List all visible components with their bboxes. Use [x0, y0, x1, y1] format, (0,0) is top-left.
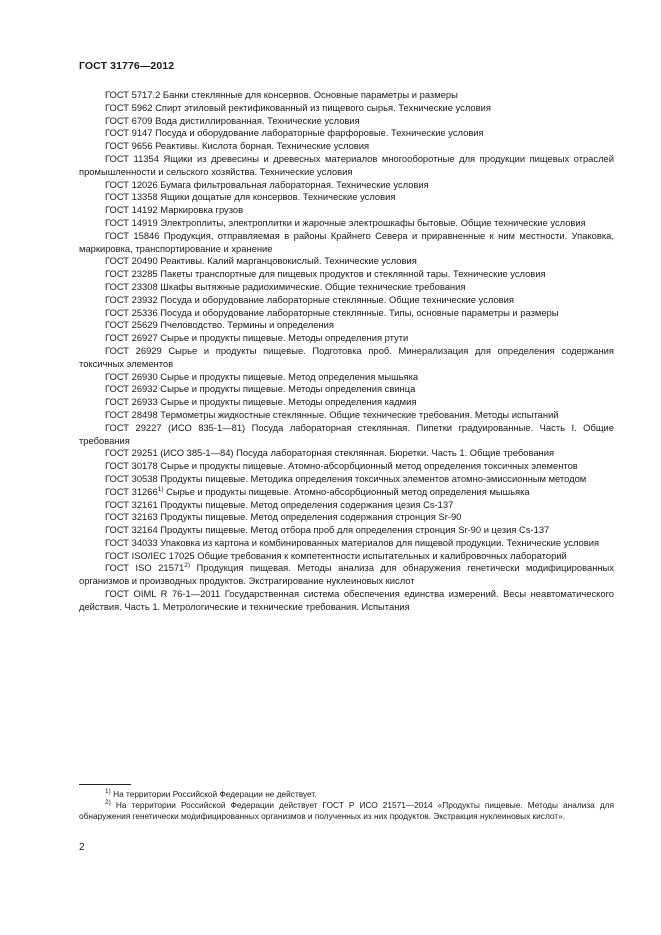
reference-item: ГОСТ 28498 Термометры жидкостные стеклянные. Общие технические требования. Методы испытаний [105, 408, 559, 420]
reference-item: ГОСТ 25336 Посуда и оборудование лабораторные стеклянные. Типы, основные параметры и размеры [105, 306, 559, 318]
footnote-text: На территории Российской Федерации действует ГОСТ Р ИСО 21571—2014 «Продукты пищевые. Методы анализа для обнаружения генетически модифицированных организмов и полученных из них продуктов. Экстракция нуклеиновых кислот». [79, 800, 614, 822]
reference-item: ГОСТ 5962 Спирт этиловый ректификованный из пищевого сырья. Технические условия [105, 101, 491, 113]
footnote-text: На территории Российской Федерации не действует. [110, 789, 317, 799]
footnote-marker: 1) [105, 788, 111, 796]
page-header: ГОСТ 31776—2012 [79, 60, 175, 72]
page-number: 2 [79, 842, 85, 853]
reference-item: ГОСТ 20490 Реактивы. Калий марганцовокислый. Технические условия [105, 255, 417, 267]
reference-item: ГОСТ 26933 Сырье и продукты пищевые. Методы определения кадмия [105, 396, 417, 408]
reference-title: Сырье и продукты пищевые. Атомно-абсорбционный метод определения мышьяка [163, 485, 530, 497]
reference-item: ГОСТ 23932 Посуда и оборудование лабораторные стеклянные. Общие технические условия [105, 293, 514, 305]
reference-item: ГОСТ 9147 Посуда и оборудование лабораторные фарфоровые. Технические условия [105, 127, 484, 139]
footnotes [79, 789, 614, 823]
reference-item: ГОСТ 29251 (ИСО 385-1—84) Посуда лабораторная стеклянная. Бюретки. Часть 1. Общие требования [105, 447, 555, 459]
reference-item: ГОСТ 26930 Сырье и продукты пищевые. Метод определения мышьяка [105, 370, 419, 382]
reference-item: ГОСТ OIML R 76-1—2011 Государственная система обеспечения единства измерений. Весы неавтоматического действия. Часть 1. Метрологические и технические требования. Испытания [79, 588, 614, 612]
reference-item: ГОСТ ISO/IEC 17025 Общие требования к компетентности испытательных и калибровочных лабораторий [105, 549, 567, 561]
reference-item-31266 [79, 486, 614, 499]
reference-item: ГОСТ 13358 Ящики дощатые для консервов. Технические условия [105, 191, 396, 203]
reference-item: ГОСТ 26927 Сырье и продукты пищевые. Методы определения ртути [105, 332, 409, 344]
normative-references [79, 89, 614, 614]
footnote-2 [79, 800, 614, 822]
reference-item: ГОСТ 23285 Пакеты транспортные для пищевых продуктов и стеклянной тары. Технические условия [105, 268, 546, 280]
reference-item: ГОСТ 29227 (ИСО 835-1—81) Посуда лабораторная стеклянная. Пипетки градуированные. Часть I. Общие требования [79, 421, 614, 446]
reference-item: ГОСТ 5717.2 Банки стеклянные для консервов. Основные параметры и размеры [105, 89, 458, 100]
footnote-marker: 1) [157, 485, 164, 493]
reference-item: ГОСТ 23308 Шкафы вытяжные радиохимические. Общие технические требования [105, 280, 466, 292]
footnote-divider [79, 784, 131, 785]
reference-item: ГОСТ 26932 Сырье и продукты пищевые. Методы определения свинца [105, 383, 416, 395]
reference-item: ГОСТ 26929 Сырье и продукты пищевые. Подготовка проб. Минерализация для определения содержания токсичных элементов [79, 344, 614, 369]
reference-item: ГОСТ 30178 Сырье и продукты пищевые. Атомно-абсорбционный метод определения токсичных элементов [105, 460, 578, 472]
reference-item: ГОСТ 9656 Реактивы. Кислота борная. Технические условия [105, 140, 370, 152]
reference-code: ГОСТ ISO 21571 [105, 562, 185, 574]
reference-item: ГОСТ 6709 Вода дистиллированная. Технические условия [105, 114, 360, 126]
reference-item: ГОСТ 11354 Ящики из древесины и древесных материалов многооборотные для продукции пищевых отраслей промышленности и сельского хозяйства. Технические условия [79, 152, 614, 177]
reference-item: ГОСТ 32164 Продукты пищевые. Метод отбора проб для определения стронция Sr-90 и цезия Cs-137 [105, 524, 550, 536]
footnote-marker: 2) [105, 799, 111, 807]
reference-item: ГОСТ 12026 Бумага фильтровальная лабораторная. Технические условия [105, 178, 429, 190]
reference-item: ГОСТ 14919 Электроплиты, электроплитки и жарочные электрошкафы бытовые. Общие технические условия [105, 216, 586, 228]
footnote-1 [79, 789, 614, 800]
reference-code: ГОСТ 31266 [105, 485, 158, 497]
reference-title: Продукция пищевая. Методы анализа для обнаружения генетически модифицированных организмов и производных продуктов. Экстрагирование нуклеиновых кислот [79, 562, 614, 587]
reference-item: ГОСТ 30538 Продукты пищевые. Методика определения токсичных элементов атомно-эмиссионным методом [105, 472, 587, 484]
reference-item-iso-21571 [79, 562, 614, 588]
reference-item: ГОСТ 34033 Упаковка из картона и комбинированных материалов для пищевой продукции. Технические условия [105, 536, 600, 548]
reference-item: ГОСТ 15846 Продукция, отправляемая в районы Крайнего Севера и приравненные к ним местности. Упаковка, маркировка, транспортирование и хранение [79, 229, 614, 254]
reference-item: ГОСТ 25629 Пчеловодство. Термины и определения [105, 319, 334, 331]
reference-item: ГОСТ 32163 Продукты пищевые. Метод определения содержания стронция Sr-90 [105, 511, 462, 523]
reference-item: ГОСТ 32161 Продукты пищевые. Метод определения содержания цезия Cs-137 [105, 498, 454, 510]
reference-item: ГОСТ 14192 Маркировка грузов [105, 204, 244, 216]
footnote-marker: 2) [184, 562, 191, 570]
